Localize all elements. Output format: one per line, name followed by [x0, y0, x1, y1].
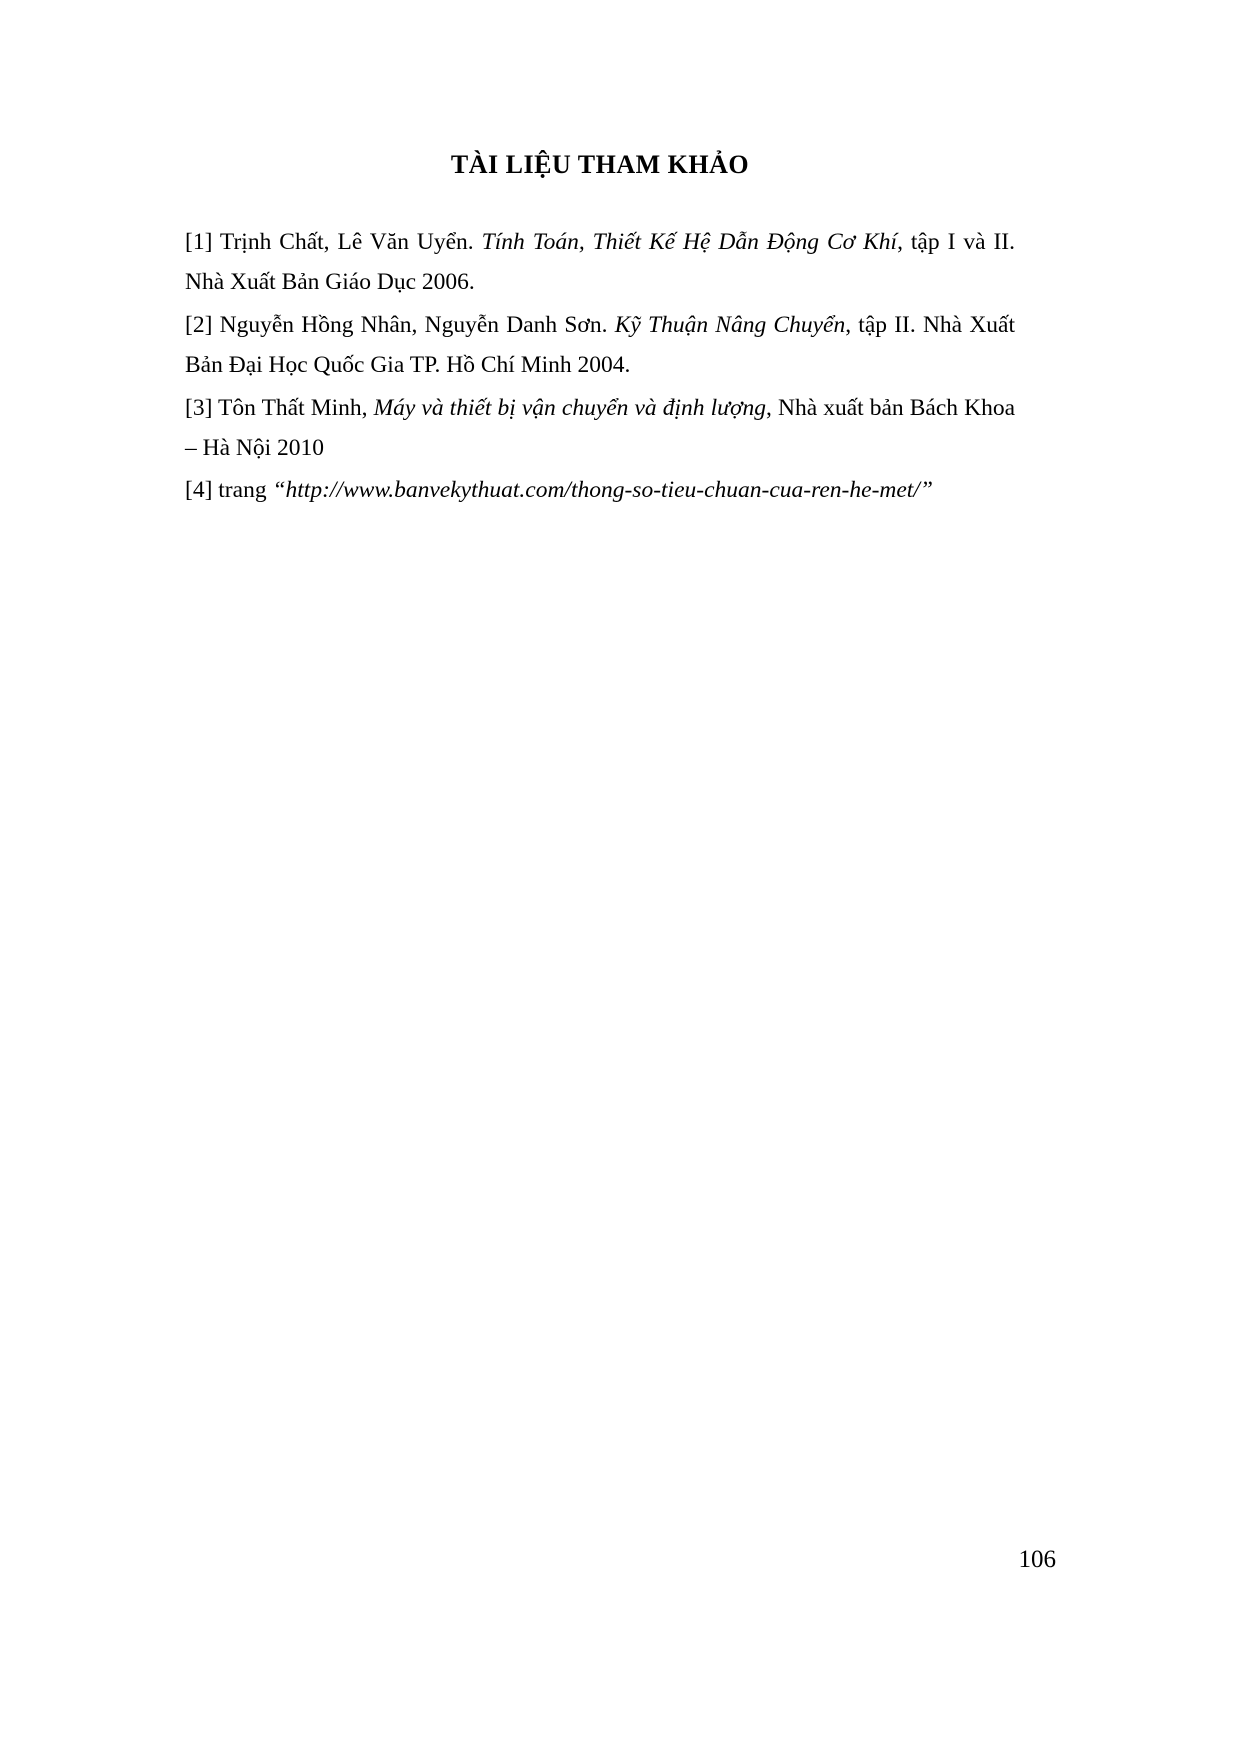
- list-item: [185, 388, 1015, 469]
- reference-publisher: , tập II. Nhà Xuất Bản Đại Học Quốc Gia TP. Hồ Chí Minh 2004.: [185, 311, 1015, 379]
- page-content: [185, 150, 1015, 513]
- reference-authors: Nguyễn Hồng Nhân, Nguyễn Danh Sơn.: [212, 311, 615, 338]
- reference-authors: Trịnh Chất, Lê Văn Uyển.: [212, 229, 482, 255]
- reference-marker: [2]: [185, 311, 213, 338]
- reference-marker: [4]: [185, 477, 213, 504]
- page-title: TÀI LIỆU THAM KHẢO: [450, 150, 750, 179]
- reference-url: “http://www.banvekythuat.com/thong-so-tieu-chuan-cua-ren-he-met/”: [272, 477, 933, 504]
- reference-title: Kỹ Thuận Nâng Chuyển: [614, 311, 846, 338]
- list-item: [185, 222, 1015, 303]
- reference-publisher: , tập I và II. Nhà Xuất Bản Giáo Dục 2006.: [185, 229, 1016, 296]
- reference-marker: [1]: [185, 229, 213, 255]
- page-number: 106: [1018, 1546, 1056, 1573]
- reference-authors: trang: [212, 477, 273, 504]
- reference-title: Tính Toán, Thiết Kế Hệ Dẫn Động Cơ Khí: [481, 229, 898, 255]
- reference-publisher: , Nhà xuất bản Bách Khoa – Hà Nội 2010: [185, 394, 1015, 462]
- reference-marker: [3]: [185, 394, 213, 421]
- list-item: [185, 305, 1015, 386]
- reference-authors: Tôn Thất Minh,: [212, 394, 374, 421]
- reference-list: [185, 222, 1015, 511]
- reference-title: Máy và thiết bị vận chuyển và định lượng: [373, 394, 767, 421]
- list-item: [185, 470, 1015, 510]
